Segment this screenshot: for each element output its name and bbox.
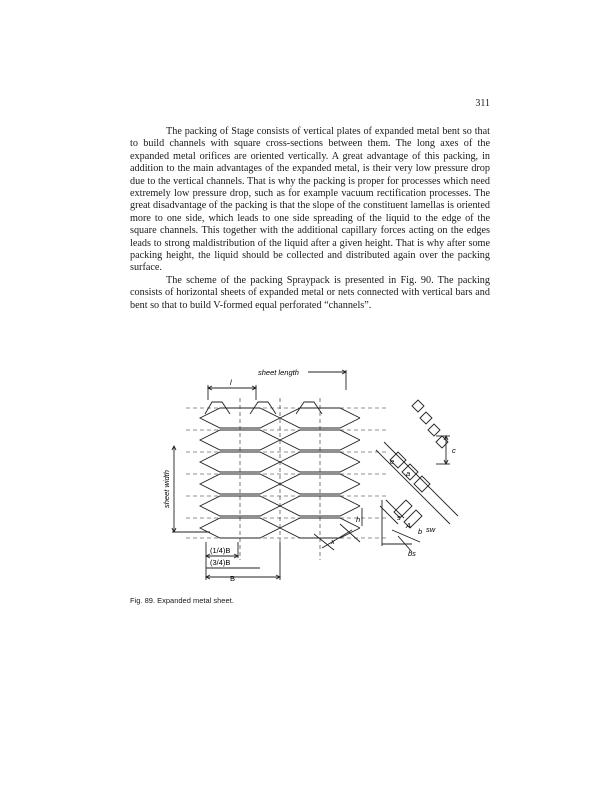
paragraph: The packing of Stage consists of vertical plates of expanded metal bent so that to build channels with square cross-sections between them. The long axes of the expanded metal orifices are oriented vertically. A great advantage of this packing, in addition to the main advantages of the expanded metal, is their very low pressure drop due to the vertical channels. That is why the packing is proper for processes which need extremely low pressure drop, such as for example vacuum rectification processes. The great disadvantage of the packing is that the slope of the constituent lamellas is oriented more to one side, which leads to one side spreading of the liquid to the edge of the square channels. This together with the additional capillary forces acting on the edges leads to strong maldistribution of the liquid after a given height. That is why after some packing height, the liquid should be collected and distributed again over the packing surface.: [130, 126, 490, 274]
h-label: h: [356, 515, 361, 524]
ab-label: A: [406, 521, 412, 530]
figure-caption: Fig. 89. Expanded metal sheet.: [130, 596, 234, 605]
s-label: s: [397, 513, 401, 522]
e-label: e: [390, 457, 395, 466]
quarter-b-label: (1/4)B: [210, 546, 231, 555]
three-quarter-b-label: (3/4)B: [210, 558, 231, 567]
sheet-width-label: sheet width: [162, 470, 171, 508]
b-label: B: [230, 574, 236, 583]
page-number: 311: [475, 98, 490, 109]
l-label: l: [230, 378, 232, 387]
bs-label: bs: [408, 549, 416, 558]
c-label: c: [452, 446, 456, 455]
b2-label: b: [418, 527, 423, 536]
sw-label: sw: [426, 525, 436, 534]
expanded-metal-figure: [150, 360, 480, 585]
expanded-metal-diagram: [150, 360, 480, 585]
paragraph: The scheme of the packing Spraypack is presented in Fig. 90. The packing consists of horizontal sheets of expanded metal or nets connected with vertical bars and bent so that to build V-formed equal perforated “channels”.: [130, 274, 490, 311]
sheet-length-label: sheet length: [258, 368, 299, 377]
x-label: x: [331, 537, 335, 546]
a-label: a: [406, 469, 411, 478]
body-text: [130, 126, 490, 312]
